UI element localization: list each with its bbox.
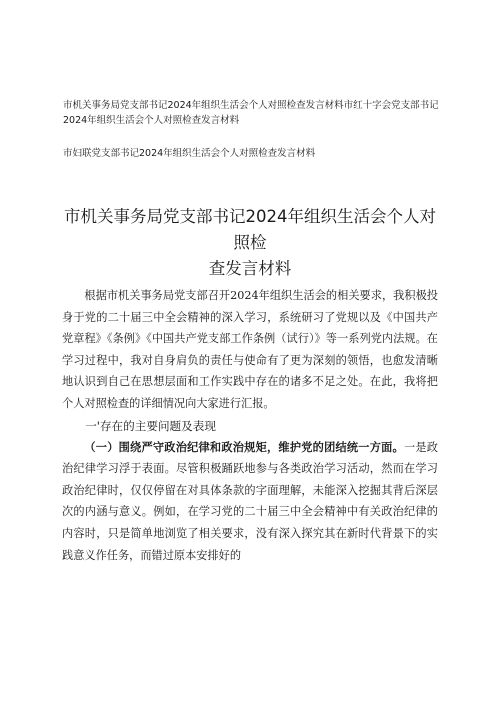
document-title [60, 204, 440, 282]
toc-line-2: 2024年组织生活会个人对照检查发言材料 [63, 115, 240, 126]
toc-line-1: 市机关事务局党支部书记2024年组织生活会个人对照检查发言材料市红十字会党支部书记 [63, 100, 439, 111]
subsection-paragraph [62, 437, 438, 567]
intro-paragraph: 根据市机关事务局党支部召开2024年组织生活会的相关要求，我积极投身于党的二十届三中全会精神的深入学习，系统研习了党规以及《中国共产党章程》《条例》《中国共产党支部工作条例（试行）》等一系列党内法规。在学习过程中，我对自身肩负的责任与使命有了更为深刻的领悟，也愈发清晰地认识到自己在思想层面和工作实践中存在的诸多不足之处。在此，我将把个人对照检查的详细情况向大家进行汇报。 [62, 289, 438, 410]
section-heading: 一'存在的主要问题及表现 [85, 418, 216, 433]
subsection-text: 一是政治纪律学习浮于表面。尽管积极踊跃地参与各类政治学习活动，然而在学习政治纪律时，仅仅停留在对具体条款的字面理解，未能深入挖掘其背后深层次的内涵与意义。例如，在学习党的二十届三中全会精神中有关政治纪律的内容时，只是简单地浏览了相关要求，没有深入探究其在新时代背景下的实践意义作任务，而错过原本安排好的 [62, 440, 438, 562]
title-line-2: 查发言材料 [208, 259, 292, 278]
title-line-1: 市机关事务局党支部书记2024年组织生活会个人对照检 [64, 207, 436, 252]
document-body [62, 285, 438, 566]
subsection-label: （一）围绕严守政治纪律和政治规矩，维护党的团结统一方面。 [84, 439, 404, 454]
table-of-contents [63, 98, 443, 161]
toc-line-3: 市妇联党支部书记2024年组织生活会个人对照检查发言材料 [63, 148, 316, 159]
